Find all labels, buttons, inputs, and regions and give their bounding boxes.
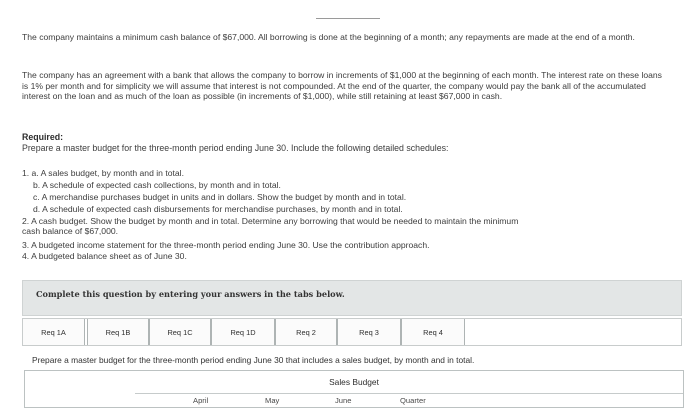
- required-instruction: Prepare a master budget for the three-month period ending June 30. Include the following detailed schedules:: [22, 143, 449, 153]
- column-header-quarter: Quarter: [400, 396, 426, 405]
- list-item: 1. a. A sales budget, by month and in total.: [22, 168, 184, 178]
- top-divider: [316, 18, 380, 19]
- sales-budget-title: Sales Budget: [329, 377, 379, 387]
- tab-req-1c[interactable]: Req 1C: [149, 319, 211, 345]
- intro-paragraph-2: The company has an agreement with a bank that allows the company to borrow in increments of $1,000 at the beginning of each month. The interest rate on these loans is 1% per month and for simplicity we will assume that interest is not compounded. At the end of the quarter, the company would pay the bank all of the accumulated interest on the loan and as much of the loan as possible (in increments of $1,000), while still retaining at least $67,000 in cash.: [22, 70, 662, 102]
- list-item: 4. A budgeted balance sheet as of June 30.: [22, 251, 187, 261]
- tab-req-4[interactable]: Req 4: [401, 319, 465, 345]
- tab-req-3[interactable]: Req 3: [337, 319, 401, 345]
- column-header-june: June: [335, 396, 352, 405]
- tab-req-2[interactable]: Req 2: [275, 319, 337, 345]
- sales-budget-header-row: [135, 393, 684, 408]
- list-item: d. A schedule of expected cash disbursements for merchandise purchases, by month and in total.: [33, 204, 403, 214]
- sales-budget-table: [24, 370, 684, 408]
- required-heading: Required:: [22, 132, 64, 142]
- tab-req-1d[interactable]: Req 1D: [211, 319, 275, 345]
- tab-req-1a[interactable]: Req 1A: [23, 319, 85, 345]
- list-item: cash balance of $67,000.: [22, 226, 119, 236]
- banner-text: Complete this question by entering your answers in the tabs below.: [36, 289, 345, 299]
- column-header-april: April: [193, 396, 209, 405]
- intro-paragraph-1: The company maintains a minimum cash balance of $67,000. All borrowing is done at the beginning of a month; any repayments are made at the end of a month.: [22, 32, 635, 42]
- tab-instruction: Prepare a master budget for the three-month period ending June 30 that includes a sales budget, by month and in total.: [32, 355, 475, 365]
- tab-req-1b[interactable]: Req 1B: [87, 319, 149, 345]
- list-item: 3. A budgeted income statement for the three-month period ending June 30. Use the contribution approach.: [22, 240, 430, 250]
- complete-question-banner: [22, 280, 682, 316]
- list-item: b. A schedule of expected cash collections, by month and in total.: [33, 180, 281, 190]
- column-header-may: May: [265, 396, 280, 405]
- list-item: 2. A cash budget. Show the budget by month and in total. Determine any borrowing that would be needed to maintain the minimum: [22, 216, 519, 226]
- list-item: c. A merchandise purchases budget in units and in dollars. Show the budget by month and in total.: [33, 192, 407, 202]
- requirement-tabs: [22, 318, 682, 346]
